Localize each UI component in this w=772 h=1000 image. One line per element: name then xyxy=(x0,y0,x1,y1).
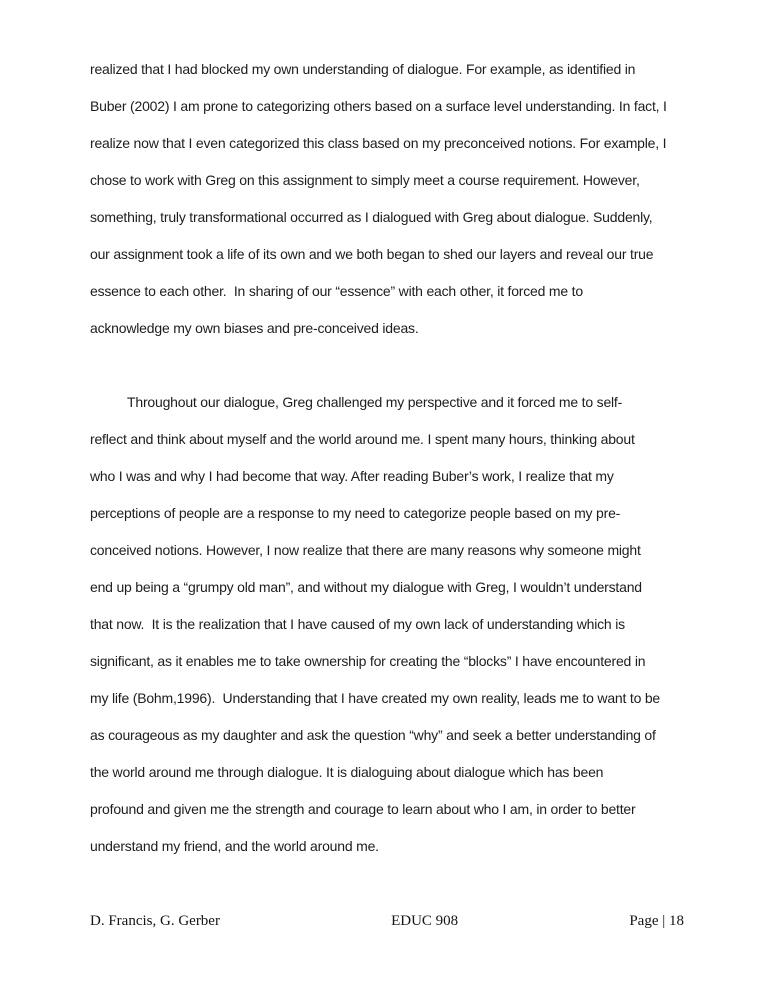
text-line: something, truly transformational occurred as I dialogued with Greg about dialogue. Suddenly, xyxy=(90,209,653,225)
text-line: profound and given me the strength and courage to learn about who I am, in order to better xyxy=(90,801,636,817)
text-line: perceptions of people are a response to my need to categorize people based on my pre- xyxy=(90,505,621,521)
text-line: conceived notions. However, I now realize that there are many reasons why someone might xyxy=(90,542,641,558)
page-footer xyxy=(90,913,684,930)
text-line: reflect and think about myself and the world around me. I spent many hours, thinking about xyxy=(90,431,635,447)
text-line: my life (Bohm,1996). Understanding that I have created my own reality, leads me to want to be xyxy=(90,690,661,706)
footer-authors: D. Francis, G. Gerber xyxy=(90,913,220,929)
text-line: who I was and why I had become that way. After reading Buber’s work, I realize that my xyxy=(90,468,614,484)
text-line: that now. It is the realization that I have caused of my own lack of understanding which is xyxy=(90,616,625,632)
text-line: essence to each other. In sharing of our “essence” with each other, it forced me to xyxy=(90,283,583,299)
footer-course: EDUC 908 xyxy=(391,913,459,929)
document-body xyxy=(90,51,686,865)
text-line: understand my friend, and the world around me. xyxy=(90,838,379,854)
footer-page-number: Page | 18 xyxy=(629,913,684,929)
text-line: the world around me through dialogue. It is dialoguing about dialogue which has been xyxy=(90,764,604,780)
text-line: Buber (2002) I am prone to categorizing others based on a surface level understanding. In fact, I xyxy=(90,98,667,114)
text-line: Throughout our dialogue, Greg challenged my perspective and it forced me to self- xyxy=(127,394,623,410)
paragraph-2 xyxy=(90,384,686,865)
text-line: end up being a “grumpy old man”, and without my dialogue with Greg, I wouldn’t understand xyxy=(90,579,642,595)
text-line: chose to work with Greg on this assignment to simply meet a course requirement. However, xyxy=(90,172,640,188)
text-line: realized that I had blocked my own understanding of dialogue. For example, as identified in xyxy=(90,61,636,77)
paragraph-1 xyxy=(90,51,686,347)
text-line: as courageous as my daughter and ask the question “why” and seek a better understanding of xyxy=(90,727,656,743)
text-line: acknowledge my own biases and pre-conceived ideas. xyxy=(90,320,419,336)
text-line: realize now that I even categorized this class based on my preconceived notions. For example, I xyxy=(90,135,667,151)
text-line: significant, as it enables me to take ownership for creating the “blocks” I have encountered in xyxy=(90,653,646,669)
text-line: our assignment took a life of its own and we both began to shed our layers and reveal our true xyxy=(90,246,654,262)
